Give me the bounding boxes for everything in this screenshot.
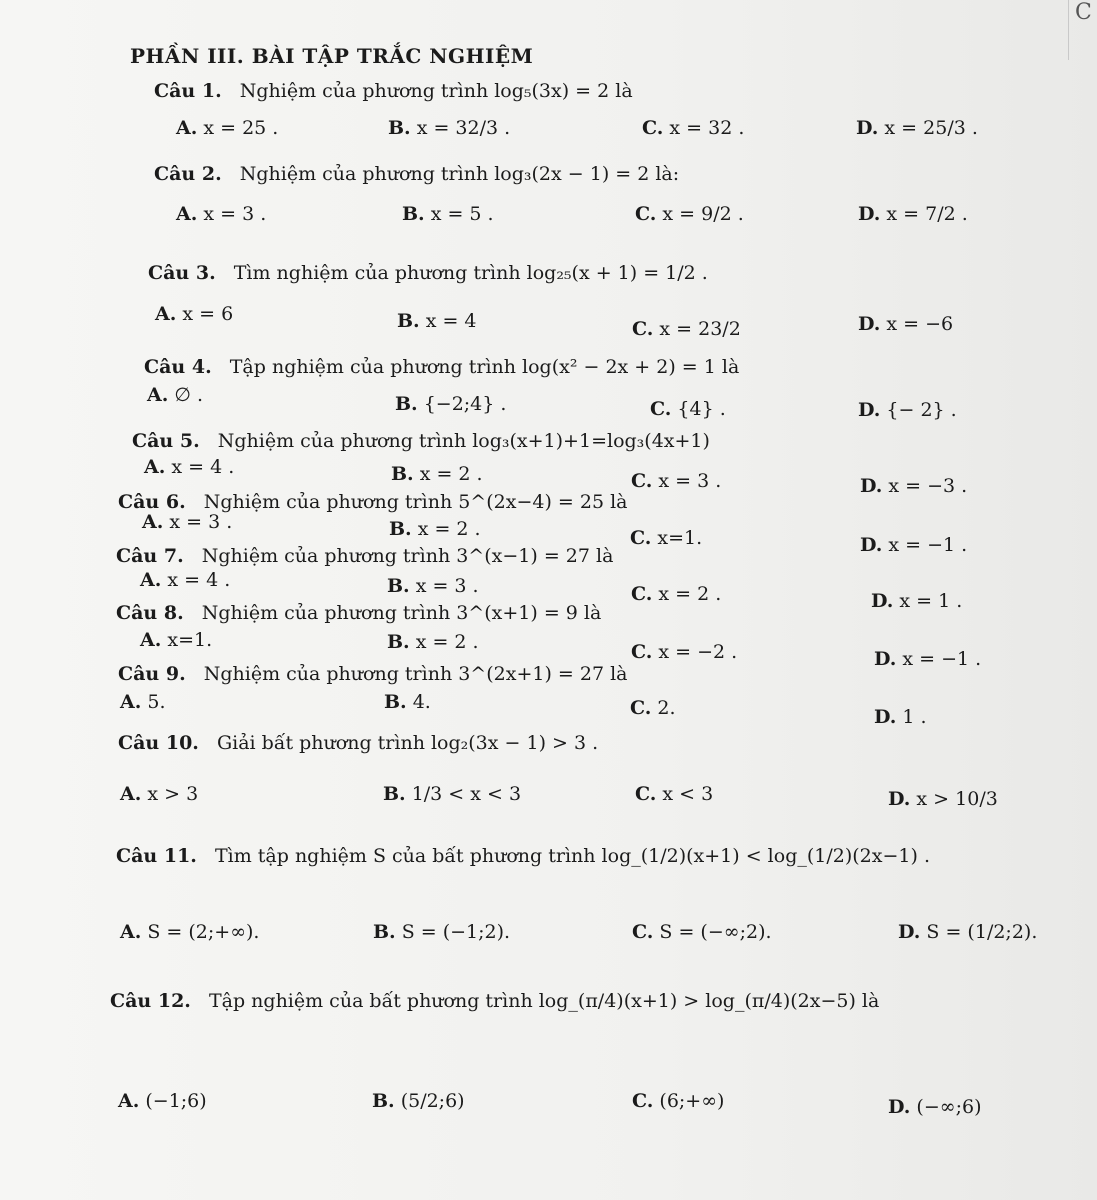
q12-option-d[interactable]: D. (−∞;6) — [888, 1096, 982, 1118]
question-label: Câu 4. — [144, 356, 212, 378]
question-9 — [118, 663, 627, 685]
q8-option-d[interactable]: D. x = −1 . — [874, 648, 982, 670]
q9-option-d[interactable]: D. 1 . — [874, 706, 927, 728]
question-7 — [116, 545, 613, 567]
q8-option-b[interactable]: B. x = 2 . — [387, 631, 479, 653]
q9-option-a[interactable]: A. 5. — [120, 691, 166, 713]
question-label: Câu 9. — [118, 663, 186, 685]
q7-option-b[interactable]: B. x = 3 . — [387, 575, 479, 597]
q3-option-a[interactable]: A. x = 6 — [155, 303, 234, 325]
q12-option-b[interactable]: B. (5/2;6) — [372, 1090, 465, 1112]
q8-option-c[interactable]: C. x = −2 . — [631, 641, 738, 663]
question-4 — [144, 356, 739, 378]
q11-option-c[interactable]: C. S = (−∞;2). — [632, 921, 772, 943]
q5-option-b[interactable]: B. x = 2 . — [391, 463, 483, 485]
q10-option-a[interactable]: A. x > 3 — [120, 783, 199, 805]
q2-option-d[interactable]: D. x = 7/2 . — [858, 203, 968, 225]
question-text: Tập nghiệm của phương trình log(x² − 2x + 2) = 1 là — [229, 356, 740, 378]
q10-option-c[interactable]: C. x < 3 — [635, 783, 714, 805]
q2-option-b[interactable]: B. x = 5 . — [402, 203, 494, 225]
section-heading: PHẦN III. BÀI TẬP TRẮC NGHIỆM — [130, 44, 534, 68]
question-label: Câu 12. — [110, 990, 191, 1012]
corner-mark: C — [1068, 0, 1097, 60]
question-10 — [118, 732, 598, 754]
question-text: Nghiệm của phương trình 3^(x−1) = 27 là — [201, 545, 614, 567]
q6-option-b[interactable]: B. x = 2 . — [389, 518, 481, 540]
q12-option-a[interactable]: A. (−1;6) — [118, 1090, 207, 1112]
question-text: Giải bất phương trình log₂(3x − 1) > 3 . — [216, 732, 599, 754]
question-12 — [110, 990, 879, 1012]
q4-option-b[interactable]: B. {−2;4} . — [395, 393, 507, 415]
q9-option-b[interactable]: B. 4. — [384, 691, 431, 713]
question-text: Nghiệm của phương trình log₃(2x − 1) = 2 là: — [239, 163, 680, 185]
q2-option-a[interactable]: A. x = 3 . — [176, 203, 267, 225]
question-label: Câu 1. — [154, 80, 222, 102]
question-text: Nghiệm của phương trình log₃(x+1)+1=log₃(4x+1) — [217, 430, 710, 452]
q5-option-d[interactable]: D. x = −3 . — [860, 475, 968, 497]
question-text: Nghiệm của phương trình 3^(x+1) = 9 là — [201, 602, 602, 624]
q4-option-a[interactable]: A. ∅ . — [147, 384, 203, 406]
q10-option-d[interactable]: D. x > 10/3 — [888, 788, 998, 810]
q1-option-b[interactable]: B. x = 32/3 . — [388, 117, 511, 139]
question-text: Tìm nghiệm của phương trình log₂₅(x + 1) = 1/2 . — [233, 262, 708, 284]
q9-option-c[interactable]: C. 2. — [630, 697, 676, 719]
q11-option-a[interactable]: A. S = (2;+∞). — [120, 921, 260, 943]
q1-option-a[interactable]: A. x = 25 . — [176, 117, 279, 139]
question-text: Nghiệm của phương trình 3^(2x+1) = 27 là — [203, 663, 628, 685]
question-label: Câu 8. — [116, 602, 184, 624]
q1-option-c[interactable]: C. x = 32 . — [642, 117, 745, 139]
question-label: Câu 3. — [148, 262, 216, 284]
question-label: Câu 5. — [132, 430, 200, 452]
q6-option-a[interactable]: A. x = 3 . — [142, 511, 233, 533]
q7-option-c[interactable]: C. x = 2 . — [631, 583, 722, 605]
q2-option-c[interactable]: C. x = 9/2 . — [635, 203, 744, 225]
question-8 — [116, 602, 601, 624]
question-label: Câu 10. — [118, 732, 199, 754]
question-label: Câu 11. — [116, 845, 197, 867]
q8-option-a[interactable]: A. x=1. — [140, 629, 213, 651]
q7-option-d[interactable]: D. x = 1 . — [871, 590, 963, 612]
q6-option-d[interactable]: D. x = −1 . — [860, 534, 968, 556]
q5-option-c[interactable]: C. x = 3 . — [631, 470, 722, 492]
question-6 — [118, 491, 627, 513]
question-label: Câu 2. — [154, 163, 222, 185]
q7-option-a[interactable]: A. x = 4 . — [140, 569, 231, 591]
q1-option-d[interactable]: D. x = 25/3 . — [856, 117, 978, 139]
q11-option-d[interactable]: D. S = (1/2;2). — [898, 921, 1038, 943]
question-text: Nghiệm của phương trình log₅(3x) = 2 là — [239, 80, 633, 102]
question-text: Nghiệm của phương trình 5^(2x−4) = 25 là — [203, 491, 628, 513]
question-label: Câu 7. — [116, 545, 184, 567]
q12-option-c[interactable]: C. (6;+∞) — [632, 1090, 725, 1112]
question-5 — [132, 430, 710, 452]
question-11 — [116, 845, 930, 867]
q6-option-c[interactable]: C. x=1. — [630, 527, 703, 549]
question-3 — [148, 262, 708, 284]
question-text: Tập nghiệm của bất phương trình log_(π/4)(x+1) > log_(π/4)(2x−5) là — [208, 990, 880, 1012]
q3-option-b[interactable]: B. x = 4 — [397, 310, 477, 332]
question-text: Tìm tập nghiệm S của bất phương trình log_(1/2)(x+1) < log_(1/2)(2x−1) . — [214, 845, 930, 867]
q4-option-d[interactable]: D. {− 2} . — [858, 399, 957, 421]
q3-option-d[interactable]: D. x = −6 — [858, 313, 954, 335]
question-2 — [154, 163, 679, 185]
question-label: Câu 6. — [118, 491, 186, 513]
q11-option-b[interactable]: B. S = (−1;2). — [373, 921, 511, 943]
q5-option-a[interactable]: A. x = 4 . — [144, 456, 235, 478]
question-1 — [154, 80, 633, 102]
q4-option-c[interactable]: C. {4} . — [650, 398, 726, 420]
q10-option-b[interactable]: B. 1/3 < x < 3 — [383, 783, 522, 805]
q3-option-c[interactable]: C. x = 23/2 — [632, 318, 741, 340]
